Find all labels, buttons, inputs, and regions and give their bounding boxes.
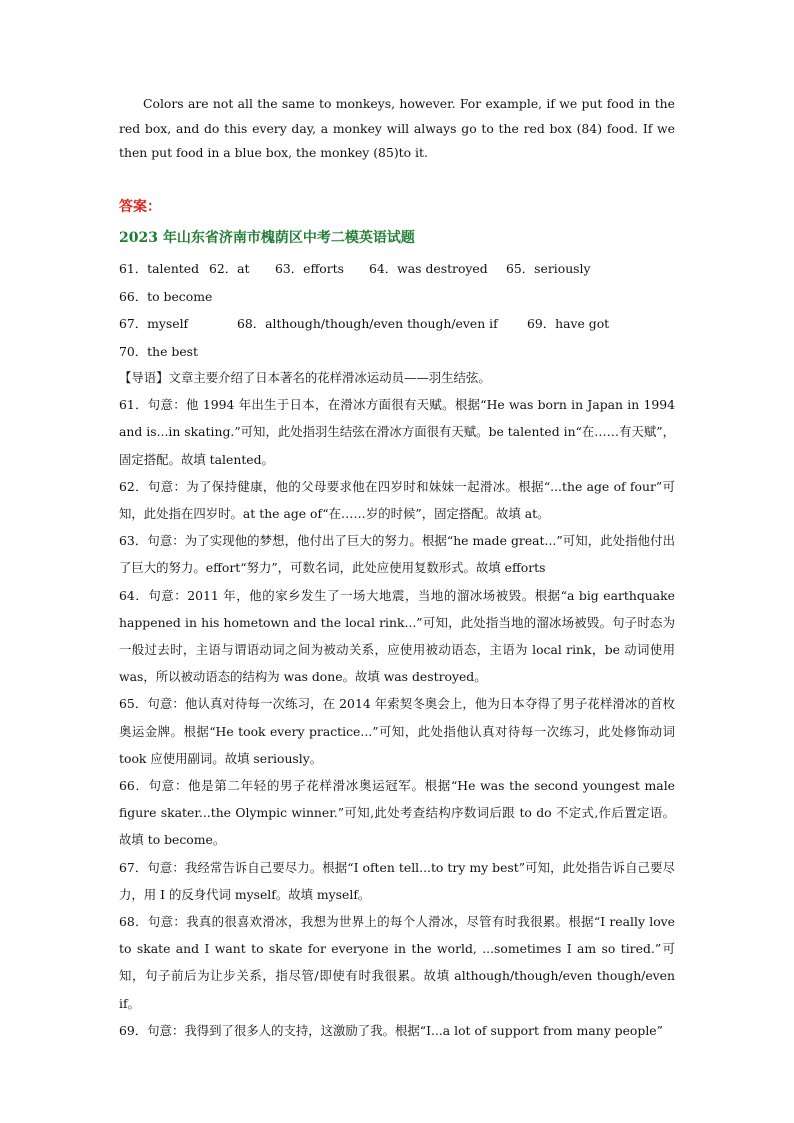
answer-list [119, 255, 679, 365]
explanation-69: 69．句意：我得到了很多人的支持，这激励了我。根据“I...a lot of support from many people” [119, 1022, 663, 1038]
explanation-67: 67．句意：我经常告诉自己要尽力。根据“I often tell...to try my best”可知，此处指告诉自己要尽力，用 I 的反身代词 myself。故填 myself。 [119, 859, 675, 902]
intro-paragraph: Colors are not all the same to monkeys, however. For example, if we put food in the red box, and do this every day, a monkey will always go to the red box (84) food. If we then put food in a blue box, the monkey (85)to it. [119, 96, 675, 160]
answer-69: 69．have got [527, 316, 610, 331]
answer-61: 61．talented [119, 261, 200, 276]
explanation-65: 65．句意：他认真对待每一次练习，在 2014 年索契冬奥会上，他为日本夺得了男子花样滑冰的首枚奥运金牌。根据“He took every practice...”可知，此处指他认真对待每一次练习，此处修饰动词 took 应使用副词。故填 seriously。 [119, 696, 675, 766]
explanation-63: 63．句意：为了实现他的梦想，他付出了巨大的努力。根据“he made great...”可知，此处指他付出了巨大的努力。effort“努力”，可数名词，此处应使用复数形式。故填 efforts [119, 533, 675, 576]
explanation-62: 62．句意：为了保持健康，他的父母要求他在四岁时和妹妹一起滑冰。根据“...the age of four”可知，此处指在四岁时。at the age of“在……岁的时候”，固定搭配。故填 at。 [119, 478, 675, 522]
explanation-66: 66．句意：他是第二年轻的男子花样滑冰奥运冠军。根据“He was the second youngest male figure skater...the Olympic winner.”可知,此处考查结构序数词后跟 to do 不定式,作后置定语。故填 to become。 [119, 778, 675, 848]
answer-70: 70．the best [119, 343, 198, 359]
answer-65: 65．seriously [506, 261, 591, 276]
answer-68: 68．although/though/even though/even if [237, 316, 498, 331]
explanation-64: 64．句意：2011 年，他的家乡发生了一场大地震，当地的溜冰场被毁。根据“a big earthquake happened in his hometown and the local rink...”可知，此处指当地的溜冰场被毁。句子时态为一般过去时，主语与谓语动词之间为被动关系，应使用被动语态，主语为 local rink，be 动词使用 was，所以被动语态的结构为 was done。故填 was destroyed。 [119, 587, 675, 685]
answer-66: 66．to become [119, 288, 213, 304]
answer-64: 64．was destroyed [369, 261, 488, 276]
explanation-68: 68．句意：我真的很喜欢滑冰，我想为世界上的每个人滑冰，尽管有时我很累。根据“I really love to skate and I want to skate for everyone in the world, ...sometimes I am so tired.”可知，句子前后为让步关系，指尽管/即使有时我很累。故填 although/though/even though/even if。 [119, 914, 675, 1011]
explanation-section [119, 364, 675, 1044]
answer-62: 62．at [209, 261, 250, 276]
explanation-61: 61．句意：他 1994 年出生于日本，在滑冰方面很有天赋。根据“He was born in Japan in 1994 and is...in skating.”可知，此处指羽生结弦在滑冰方面很有天赋。be talented in“在……有天赋”，固定搭配。故填 talented。 [119, 397, 675, 467]
exam-title: 2023 年山东省济南市槐荫区中考二模英语试题 [119, 230, 415, 246]
answer-67: 67．myself [119, 316, 189, 331]
explanation-intro: 【导语】文章主要介绍了日本著名的花样滑冰运动员——羽生结弦。 [119, 370, 491, 385]
answer-63: 63．efforts [275, 261, 345, 276]
answer-heading: 答案： [119, 199, 161, 215]
